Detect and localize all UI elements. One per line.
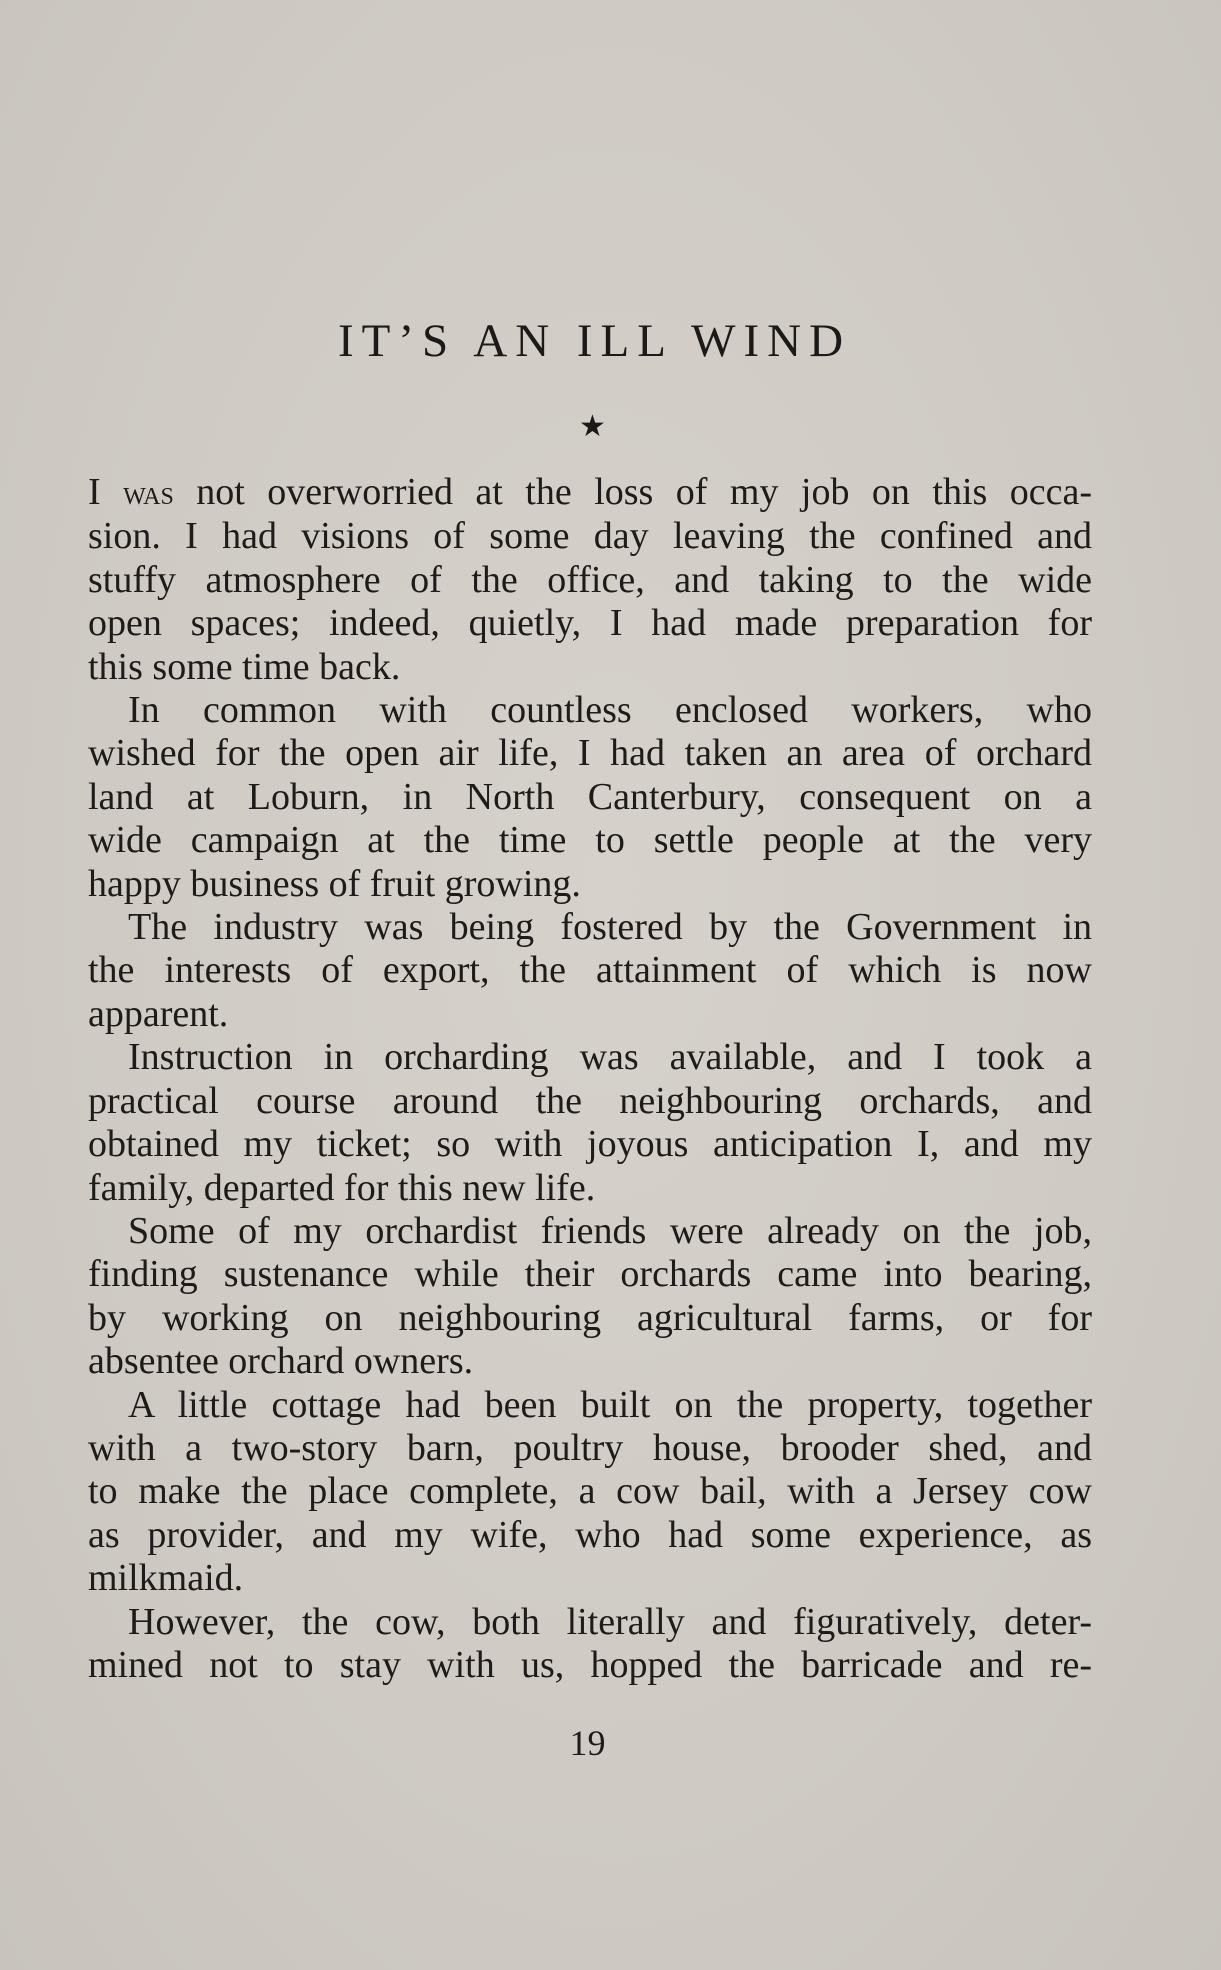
text-line: with a two-story barn, poultry house, brooder shed, and (88, 1426, 1092, 1469)
text-line: However, the cow, both literally and figuratively, deter- (128, 1600, 1092, 1643)
paragraph (88, 1036, 1092, 1210)
text-line: to make the place complete, a cow bail, with a Jersey cow (88, 1470, 1092, 1513)
small-caps-word: was (123, 475, 174, 512)
text-line: milkmaid. (88, 1557, 244, 1600)
chapter-body (88, 471, 1092, 1687)
drop-word: I (88, 471, 124, 513)
text-line: Instruction in orcharding was available, and I took a (128, 1036, 1092, 1079)
text-line: finding sustenance while their orchards came into bearing, (88, 1253, 1092, 1296)
text-line: In common with countless enclosed workers, who (128, 689, 1092, 732)
line-rest: not overworried at the loss of my job on this occa- (173, 471, 1092, 513)
star-ornament-icon: ★ (579, 409, 606, 444)
text-line: open spaces; indeed, quietly, I had made preparation for (88, 602, 1092, 645)
text-line: the interests of export, the attainment of which is now (88, 949, 1092, 992)
text-line: as provider, and my wife, who had some experience, as (88, 1513, 1092, 1556)
text-line: practical course around the neighbouring orchards, and (88, 1079, 1092, 1122)
text-line: wished for the open air life, I had taken an area of orchard (88, 732, 1092, 775)
text-line: family, departed for this new life. (88, 1166, 596, 1209)
text-line (88, 471, 1092, 515)
text-line: Some of my orchardist friends were already on the job, (128, 1209, 1092, 1252)
text-line: wide campaign at the time to settle people at the very (88, 819, 1092, 862)
text-line: this some time back. (88, 645, 401, 688)
text-line: stuffy atmosphere of the office, and taking to the wide (88, 558, 1092, 601)
text-line: apparent. (88, 992, 229, 1035)
paragraph (88, 1601, 1092, 1688)
text-line: land at Loburn, in North Canterbury, consequent on a (88, 775, 1092, 818)
text-line: sion. I had visions of some day leaving the confined and (88, 515, 1092, 558)
chapter-title: IT’S AN ILL WIND (337, 315, 852, 367)
text-line: The industry was being fostered by the Government in (128, 906, 1092, 949)
paragraph (88, 1384, 1092, 1601)
paragraph (88, 906, 1092, 1036)
text-line: by working on neighbouring agricultural farms, or for (88, 1296, 1092, 1339)
page-number: 19 (569, 1723, 606, 1763)
text-line: absentee orchard owners. (88, 1340, 474, 1383)
text-line: mined not to stay with us, hopped the barricade and re- (88, 1643, 1092, 1686)
text-line: A little cottage had been built on the property, together (128, 1383, 1092, 1426)
paragraph (88, 471, 1092, 689)
text-line: obtained my ticket; so with joyous anticipation I, and my (88, 1123, 1092, 1166)
text-line: happy business of fruit growing. (88, 862, 581, 905)
paragraph (88, 1210, 1092, 1384)
paragraph (88, 689, 1092, 906)
